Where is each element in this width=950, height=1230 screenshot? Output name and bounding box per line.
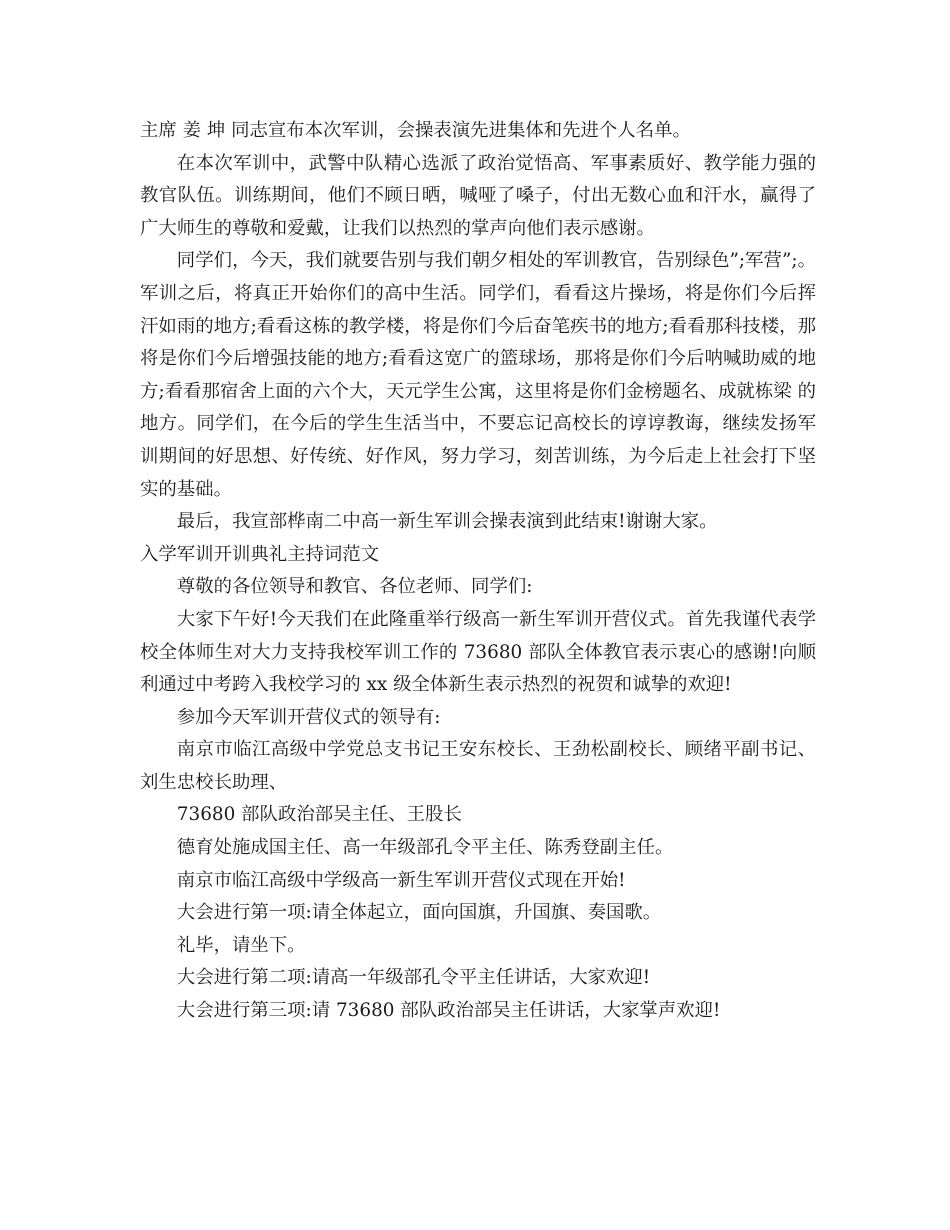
paragraph-leaders-intro: 参加今天军训开营仪式的领导有: xyxy=(176,706,441,728)
paragraph-item-three: 大会进行第三项:请 73680 部队政治部吴主任讲话，大家掌声欢迎! xyxy=(176,1000,721,1022)
paragraph-salutation: 尊敬的各位领导和教官、各位老师、同学们: xyxy=(176,576,533,598)
paragraph-farewell: 同学们，今天，我们就要告别与我们朝夕相处的军训教官，告别绿色”;军营”;。军训之后，将真正开始你们的高中生活。同学们，看看这片操场，将是你们今后挥汗如雨的地方;看看这栋的教学楼，将是你们今后奋笔疾书的地方;看看那科技楼，那将是你们今后增强技能的地方;看看这宽广的篮球场，那将是你们今后呐喊助威的地方;看看那宿舍上面的六个大，天元学生公寓，这里将是你们金榜题名、成就栋梁 的地方。同学们，在今后的学生生活当中，不要忘记高校长的谆谆教诲，继续发扬军训期间的好思想、好传统、好作风，努力学习，刻苦训练，为今后走上社会打下坚实的基础。 xyxy=(140,250,816,500)
paragraph-sit-down: 礼毕，请坐下。 xyxy=(176,934,306,956)
paragraph-opening: 大家下午好!今天我们在此隆重举行级高一新生军训开营仪式。首先我谨代表学校全体师生对大力支持我校军训工作的 73680 部队全体教官表示衷心的感谢!向顺利通过中考跨入我校学习的 xx 级全体新生表示热烈的祝贺和诚挚的欢迎! xyxy=(140,608,816,696)
paragraph-item-one: 大会进行第一项:请全体起立，面向国旗，升国旗、奏国歌。 xyxy=(176,902,662,924)
paragraph-announcement: 主席 姜 坤 同志宣布本次军训，会操表演先进集体和先进个人名单。 xyxy=(140,120,691,141)
section-heading: 入学军训开训典礼主持词范文 xyxy=(140,543,380,565)
paragraph-ceremony-start: 南京市临江高级中学级高一新生军训开营仪式现在开始! xyxy=(176,869,626,891)
paragraph-school-leaders: 南京市临江高级中学党总支书记王安东校长、王劲松副校长、顾绪平副书记、刘生忠校长助理、 xyxy=(140,739,816,793)
paragraph-department-leaders: 德育处施成国主任、高一年级部孔令平主任、陈秀登副主任。 xyxy=(176,837,674,859)
paragraph-item-two: 大会进行第二项:请高一年级部孔令平主任讲话，大家欢迎! xyxy=(176,967,651,989)
paragraph-closing: 最后，我宣部桦南二中高一新生军训会操表演到此结束!谢谢大家。 xyxy=(176,511,718,533)
paragraph-army-leaders: 73680 部队政治部吴主任、王股长 xyxy=(176,804,462,826)
paragraph-instructors: 在本次军训中，武警中队精心选派了政治觉悟高、军事素质好、教学能力强的教官队伍。训练期间，他们不顾日晒，喊哑了嗓子，付出无数心血和汗水，赢得了广大师生的尊敬和爱戴，让我们以热烈的掌声向他们表示感谢。 xyxy=(140,152,816,239)
document-body xyxy=(140,115,816,1028)
